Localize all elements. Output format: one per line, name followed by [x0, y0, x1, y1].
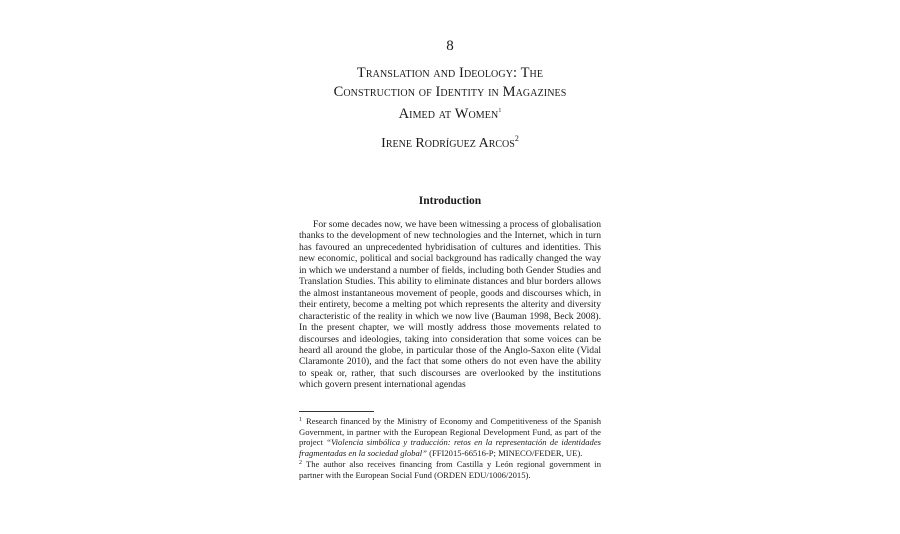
chapter-title [289, 64, 611, 124]
author-name-text: Irene Rodríguez Arcos [381, 136, 515, 151]
footnote-1-text-after: (FFI2015-66516-P; MINECO/FEDER, UE). [426, 447, 583, 458]
chapter-title-line-2: Construction of Identity in Magazines [333, 84, 567, 100]
footnote-1-mark: 1 [299, 417, 302, 423]
section-heading: Introduction [418, 195, 482, 207]
author-footnote-ref[interactable]: 2 [514, 134, 519, 143]
footnote-2-mark: 2 [299, 460, 302, 467]
chapter-title-line-3-text: Aimed at Women [398, 106, 499, 122]
chapter-title-line-1: Translation and Ideology: The [356, 65, 544, 81]
footnote-1-project-title: “Violencia simbólica y traducción: retos en la representación de identidades fragmentadas en la sociedad global” [299, 437, 601, 458]
footnote-divider [299, 411, 374, 412]
footnotes [299, 415, 601, 481]
body-paragraph: For some decades now, we have been witnessing a process of globalisation thanks to the development of new technologies and the Internet, which in turn has favoured an unprecedented hybridisation of cultures and identities. This new economic, political and social background has radically changed the way in which we understand a number of fields, including both Gender Studies and Translation Studies. This ability to eliminate distances and blur borders allows the almost instantaneous movement of people, goods and discourses which, in their entirety, become a melting pot which represents the alterity and diversity characteristic of the reality in which we now live (Bauman 1998, Beck 2008). In the present chapter, we will mostly address those movements related to discourses and ideologies, taking into consideration that some voices can be heard all around the globe, in particular those of the Anglo-Saxon elite (Vidal Claramonte 2010), and the fact that some others do not even have the ability to speak or, rather, that such discourses are overlooked by the institutions which govern present international agendas [299, 219, 601, 391]
footnote-1 [299, 415, 601, 458]
title-footnote-ref[interactable]: 1 [498, 108, 502, 114]
chapter-title-line-3 [289, 102, 611, 124]
author-name [299, 134, 601, 152]
footnote-1-text-before: Research financed by the Ministry of Economy and Competitiveness of the Spanish Government, in partner with the European Regional Development Fund, as part of the project [299, 416, 601, 448]
footnote-2-text: The author also receives financing from Castilla y León regional government in partner with the European Social Fund (ORDEN EDU/1006/2015). [299, 459, 601, 480]
document-page [299, 0, 601, 534]
chapter-number: 8 [446, 38, 454, 54]
footnote-2 [299, 458, 601, 480]
